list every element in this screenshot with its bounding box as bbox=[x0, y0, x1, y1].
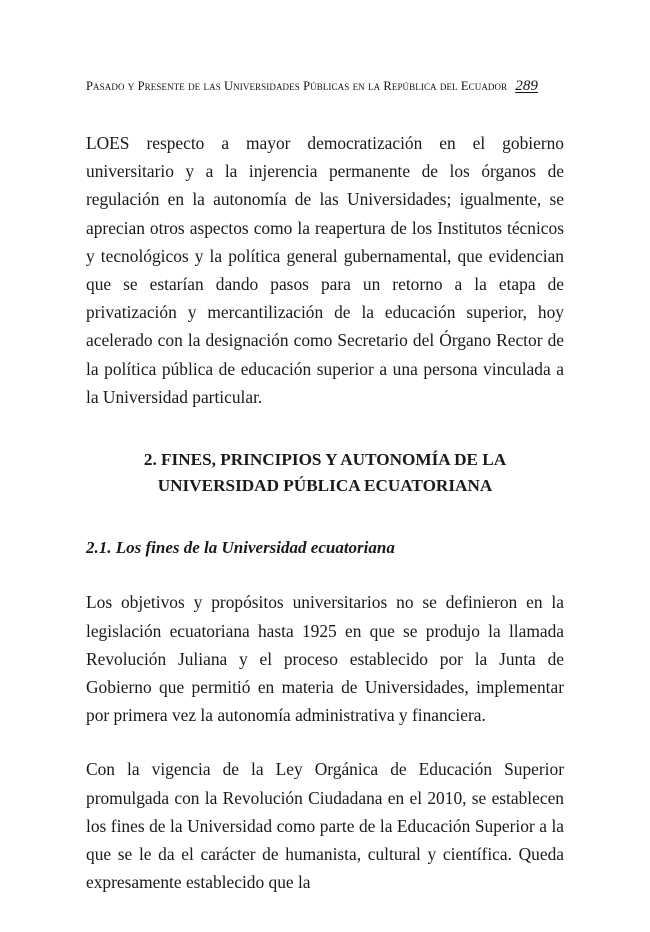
paragraph-3: Con la vigencia de la Ley Orgánica de Educación Superior promulgada con la Revolución Ciudadana en el 2010, se establecen los fines de la Universidad como parte de la Educación Superior a la que se le da el carácter de humanista, cultural y científica. Queda expresamente establecido que la bbox=[86, 759, 564, 893]
section-title: 2. FINES, PRINCIPIOS Y AUTONOMÍA DE LA UNIVERSIDAD PÚBLICA ECUATORIANA bbox=[143, 449, 507, 495]
running-head-text: Pasado y Presente de las Universidades Públicas en la República del Ecuador bbox=[86, 79, 508, 93]
subsection-title: 2.1. Los fines de la Universidad ecuatoriana bbox=[86, 538, 395, 558]
running-head bbox=[86, 78, 564, 95]
page-number: 289 bbox=[515, 78, 539, 94]
paragraph-2: Los objetivos y propósitos universitarios no se definieron en la legislación ecuatoriana hasta 1925 en que se produjo la llamada Revolución Juliana y el proceso establecido por la Junta de Gobierno que permitió en materia de Universidades, implementar por primera vez la autonomía administrativa y financiera. bbox=[86, 592, 564, 726]
paragraph-1: LOES respecto a mayor democratización en el gobierno universitario y a la injerencia permanente de los órganos de regulación en la autonomía de las Universidades; igualmente, se aprecian otros aspectos como la reapertura de los Institutos técnicos y tecnológicos y la política general gubernamental, que evidencian que se estarían dando pasos para un retorno a la etapa de privatización y mercantilización de la educación superior, hoy acelerado con la designación como Secretario del Órgano Rector de la política pública de educación superior a una persona vinculada a la Universidad particular. bbox=[86, 133, 564, 407]
